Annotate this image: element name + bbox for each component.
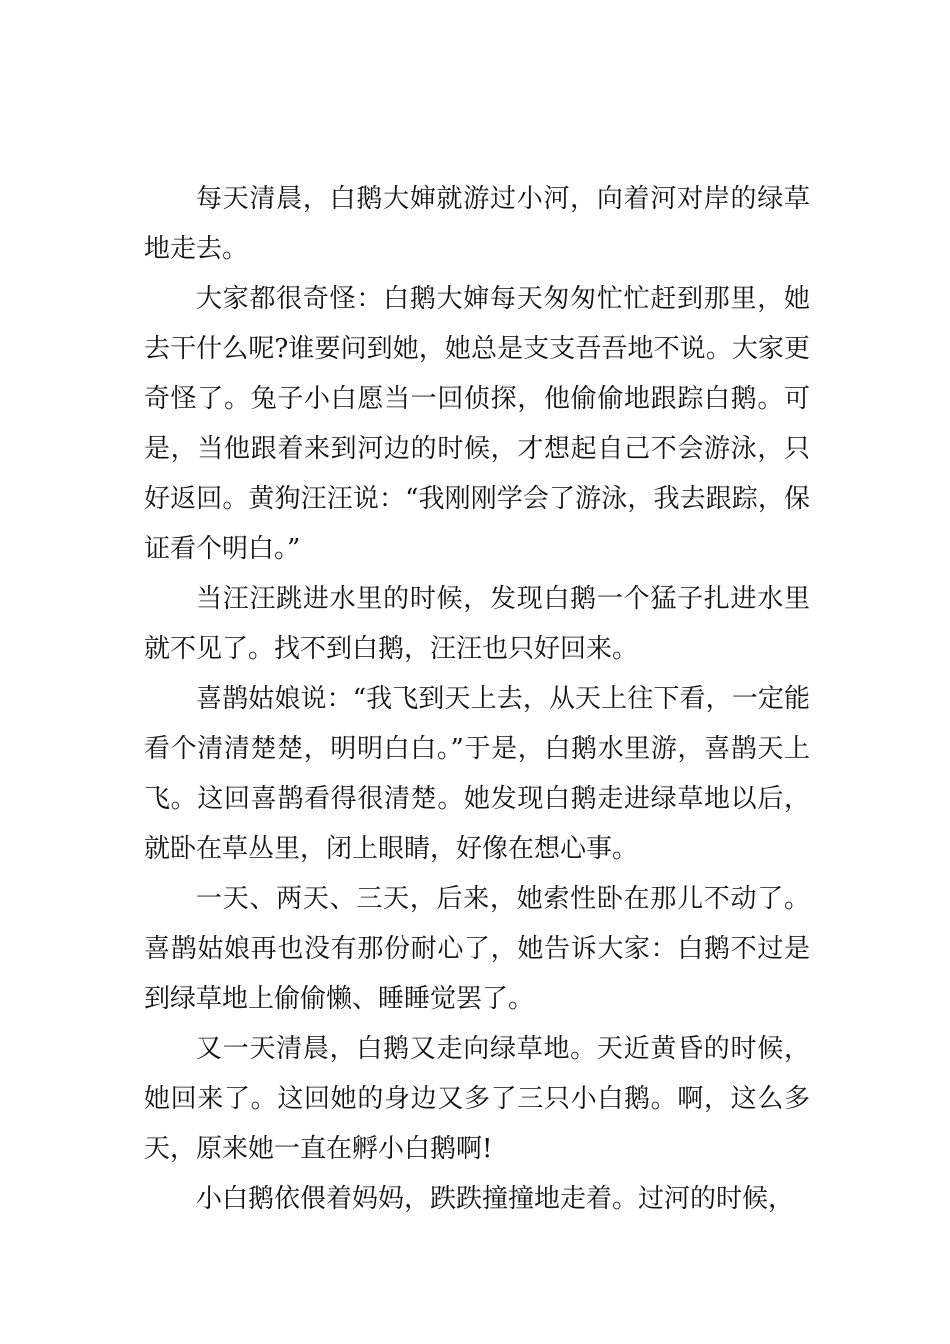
paragraph-7: 小白鹅依偎着妈妈，跌跌撞撞地走着。过河的时候， xyxy=(196,1184,795,1214)
paragraph-2: 大家都很奇怪：白鹅大婶每天匆匆忙忙赶到那里，她去干什么呢?谁要问到她，她总是支支吾吾地不说。大家更奇怪了。兔子小白愿当一回侦探，他偷偷地跟踪白鹅。可是，当他跟着来到河边的时候，才想起自己不会游泳，只好返回。黄狗汪汪说：“我刚刚学会了游泳，我去跟踪，保证看个明白。” xyxy=(144,284,810,564)
story-text xyxy=(144,174,810,1224)
paragraph-3: 当汪汪跳进水里的时候，发现白鹅一个猛子扎进水里就不见了。找不到白鹅，汪汪也只好回来。 xyxy=(144,584,810,664)
paragraph-1: 每天清晨，白鹅大婶就游过小河，向着河对岸的绿草地走去。 xyxy=(144,184,810,264)
paragraph-5: 一天、两天、三天，后来，她索性卧在那儿不动了。喜鹊姑娘再也没有那份耐心了，她告诉大家：白鹅不过是到绿草地上偷偷懒、睡睡觉罢了。 xyxy=(144,884,810,1014)
paragraph-6: 又一天清晨，白鹅又走向绿草地。天近黄昏的时候，她回来了。这回她的身边又多了三只小白鹅。啊，这么多天，原来她一直在孵小白鹅啊! xyxy=(144,1034,810,1164)
paragraph-4: 喜鹊姑娘说：“我飞到天上去，从天上往下看，一定能看个清清楚楚，明明白白。”于是，白鹅水里游，喜鹊天上飞。这回喜鹊看得很清楚。她发现白鹅走进绿草地以后，就卧在草丛里，闭上眼睛，好像在想心事。 xyxy=(144,684,810,864)
